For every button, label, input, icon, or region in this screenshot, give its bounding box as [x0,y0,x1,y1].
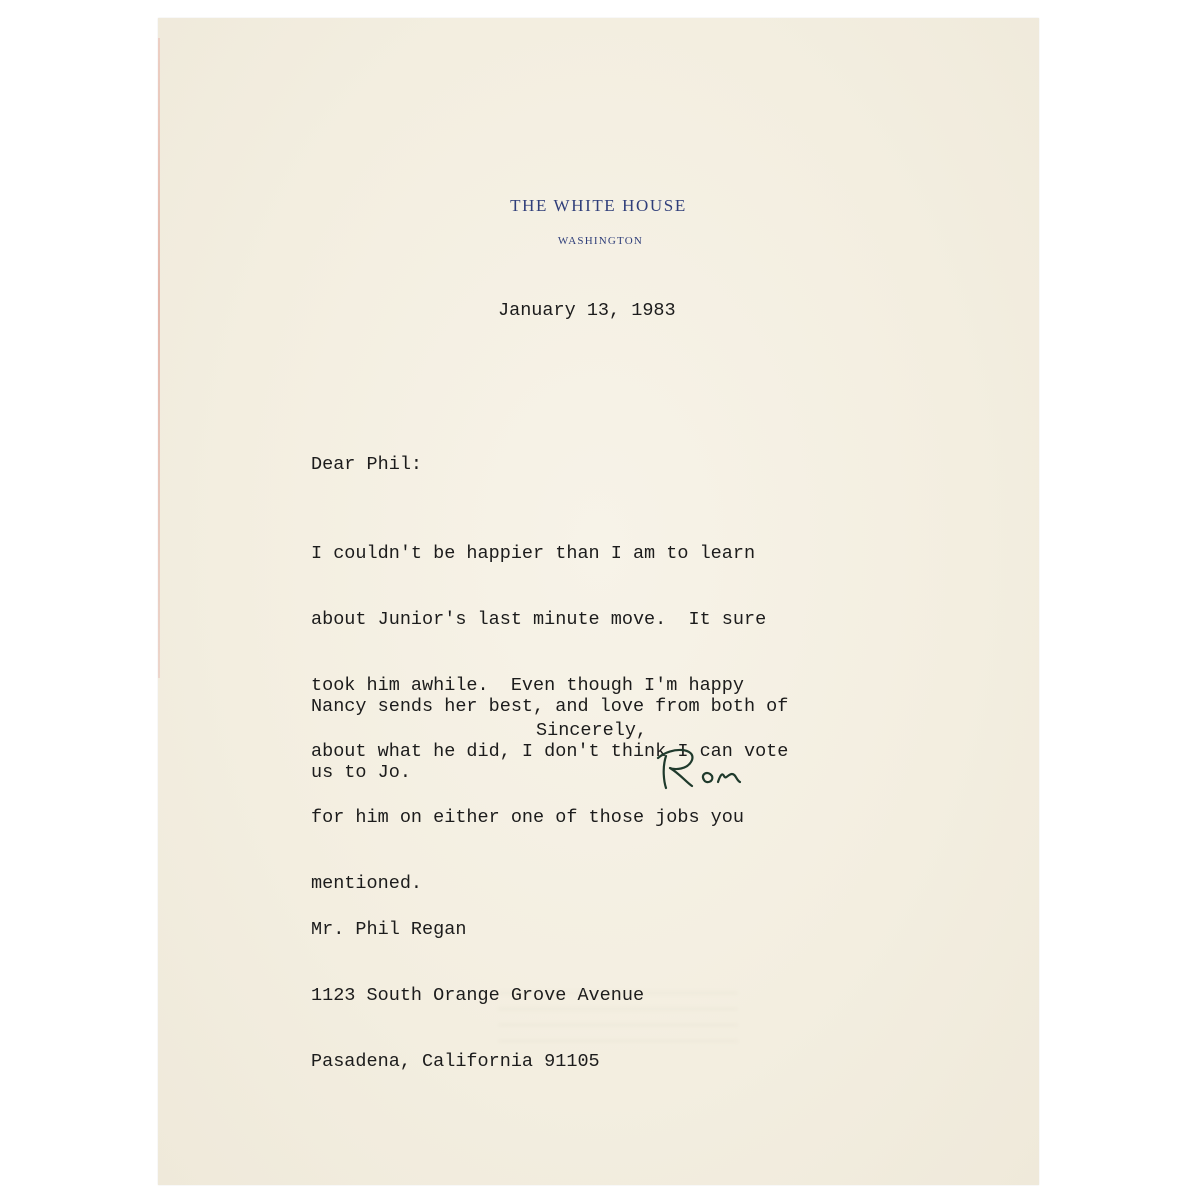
address-line: Pasadena, California 91105 [311,1051,600,1072]
letter-page [158,18,1039,1185]
letter-date: January 13, 1983 [498,300,676,321]
salutation: Dear Phil: [311,454,423,475]
body-line: took him awhile. Even though I'm happy [311,675,744,696]
letterhead-title: THE WHITE HOUSE [510,196,687,215]
paper-edge-mark [158,38,160,678]
body-line: mentioned. [311,873,423,894]
address-line: 1123 South Orange Grove Avenue [311,985,645,1006]
body-line: for him on either one of those jobs you [311,807,744,828]
body-line: I couldn't be happier than I am to learn [311,543,756,564]
closing-paragraph-line: Nancy sends her best, and love from both of [311,696,789,717]
handwritten-signature [652,738,762,798]
address-line: Mr. Phil Regan [311,919,467,940]
body-line: about Junior's last minute move. It sure [311,609,767,630]
closing-paragraph-line: us to Jo. [311,762,411,783]
body-line: about what he did, I don't think I can vote [311,741,789,762]
show-through-marks [498,978,738,1048]
letterhead-city: WASHINGTON [557,235,644,247]
complimentary-close: Sincerely, [536,720,648,741]
